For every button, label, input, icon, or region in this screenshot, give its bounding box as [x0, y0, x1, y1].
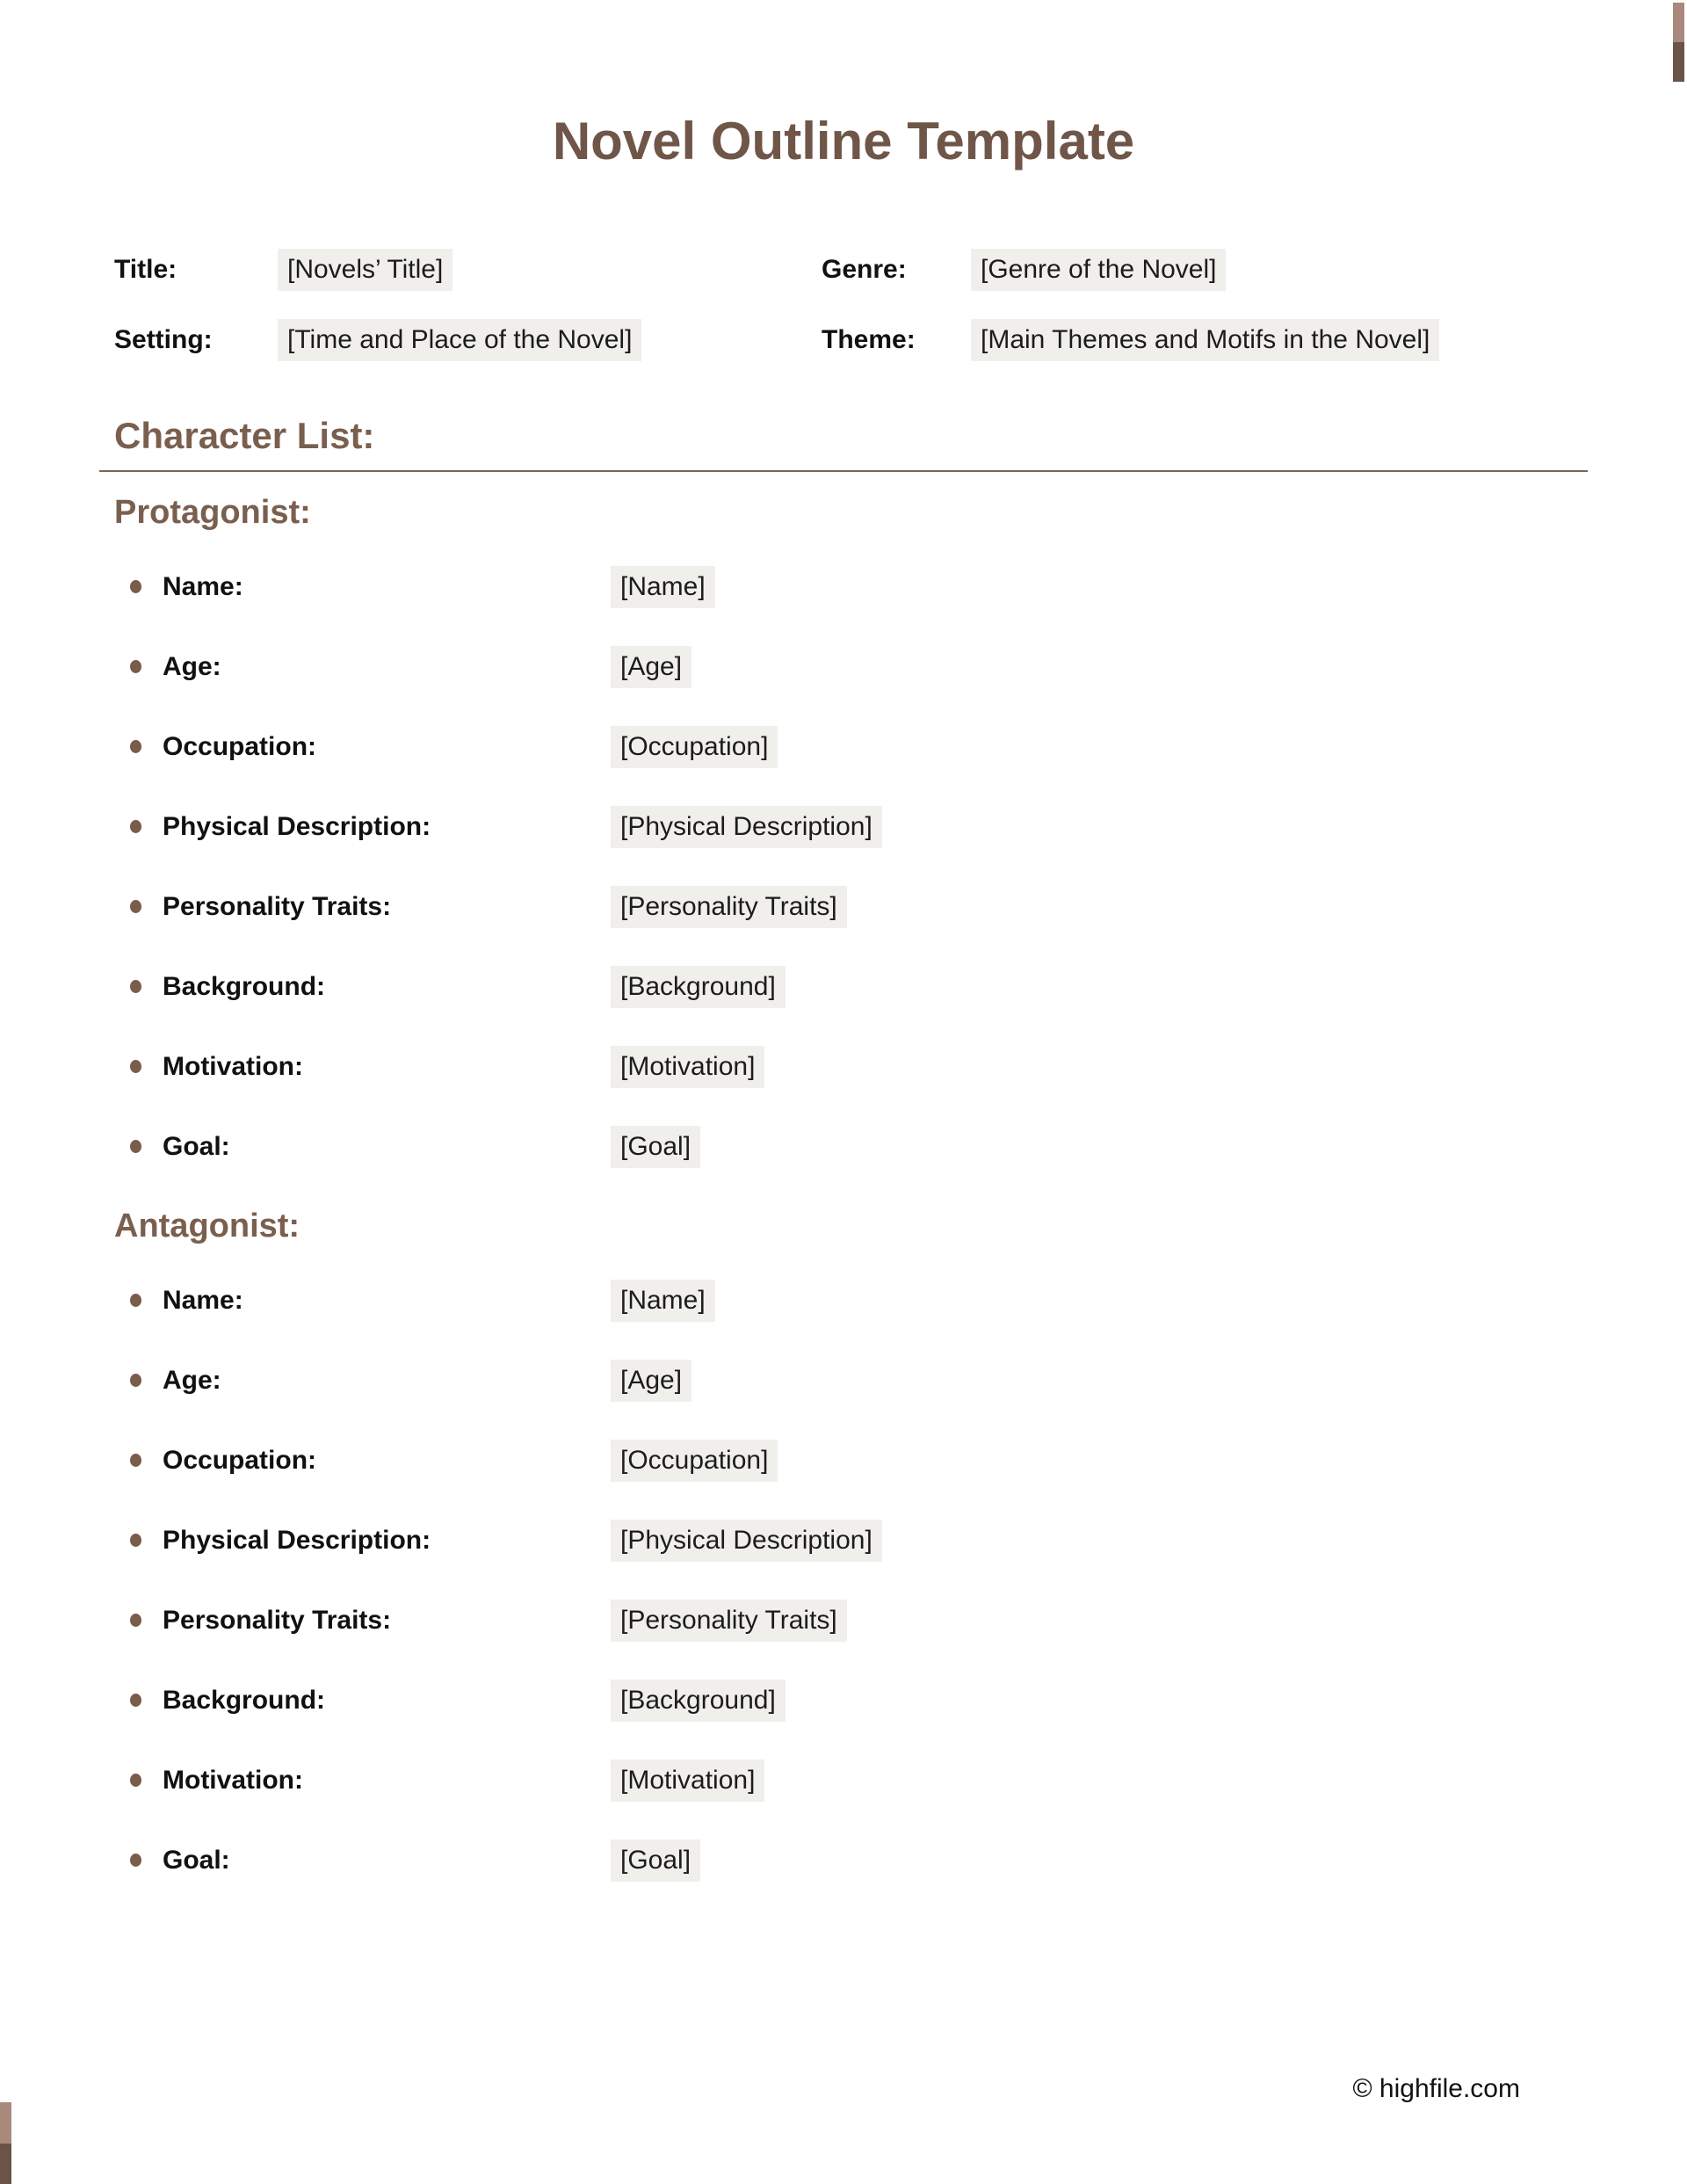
bullet-icon	[130, 1854, 141, 1867]
bullet-icon	[130, 740, 141, 753]
list-item	[114, 707, 1256, 787]
corner-bar-bottom-left	[0, 2102, 11, 2184]
item-placeholder-field[interactable]: [Motivation]	[611, 1046, 764, 1088]
bullet-icon	[130, 1294, 141, 1307]
item-placeholder-field[interactable]: [Age]	[611, 646, 691, 688]
item-label: Physical Description:	[163, 1525, 431, 1555]
bullet-icon	[130, 1774, 141, 1787]
item-label: Goal:	[163, 1845, 230, 1875]
protagonist-list	[114, 547, 1256, 1186]
antagonist-list	[114, 1260, 1256, 1900]
item-placeholder-field[interactable]: [Goal]	[611, 1839, 700, 1882]
item-label: Motivation:	[163, 1051, 303, 1081]
meta-row-setting-theme	[114, 317, 1588, 363]
item-placeholder-field[interactable]: [Occupation]	[611, 726, 778, 768]
item-placeholder-field[interactable]: [Occupation]	[611, 1440, 778, 1482]
bullet-icon	[130, 1140, 141, 1153]
list-item	[114, 867, 1256, 947]
list-item	[114, 1107, 1256, 1186]
bullet-icon	[130, 980, 141, 993]
bullet-icon	[130, 820, 141, 833]
list-item	[114, 1500, 1256, 1580]
list-item	[114, 1660, 1256, 1740]
bullet-icon	[130, 1454, 141, 1467]
item-label: Name:	[163, 1285, 243, 1315]
list-item	[114, 1580, 1256, 1660]
item-label: Personality Traits:	[163, 1605, 392, 1635]
item-placeholder-field[interactable]: [Personality Traits]	[611, 886, 847, 928]
corner-bar-light-segment	[1673, 3, 1684, 42]
item-label: Background:	[163, 971, 326, 1001]
corner-bar-dark-segment	[0, 2144, 11, 2184]
bullet-icon	[130, 1534, 141, 1547]
genre-placeholder-field[interactable]: [Genre of the Novel]	[971, 249, 1226, 291]
item-label: Personality Traits:	[163, 891, 392, 921]
item-label: Occupation:	[163, 731, 317, 761]
list-item	[114, 627, 1256, 707]
bullet-icon	[130, 1060, 141, 1073]
list-item	[114, 1740, 1256, 1820]
copyright-text: © highfile.com	[1352, 2074, 1520, 2103]
item-placeholder-field[interactable]: [Name]	[611, 566, 715, 608]
list-item	[114, 1420, 1256, 1500]
list-item	[114, 1340, 1256, 1420]
list-item	[114, 1027, 1256, 1107]
setting-label: Setting:	[114, 325, 213, 354]
list-item	[114, 947, 1256, 1027]
list-item	[114, 1820, 1256, 1900]
item-label: Physical Description:	[163, 811, 431, 841]
bullet-icon	[130, 580, 141, 593]
item-placeholder-field[interactable]: [Age]	[611, 1360, 691, 1402]
item-placeholder-field[interactable]: [Physical Description]	[611, 806, 882, 848]
item-placeholder-field[interactable]: [Background]	[611, 1680, 786, 1722]
list-item	[114, 547, 1256, 627]
item-label: Age:	[163, 1365, 221, 1395]
item-label: Occupation:	[163, 1445, 317, 1475]
title-label: Title:	[114, 255, 177, 284]
bullet-icon	[130, 1614, 141, 1627]
title-placeholder-field[interactable]: [Novels’ Title]	[278, 249, 453, 291]
page-title: Novel Outline Template	[552, 112, 1135, 171]
item-placeholder-field[interactable]: [Personality Traits]	[611, 1600, 847, 1642]
antagonist-heading: Antagonist:	[114, 1208, 300, 1244]
list-item	[114, 787, 1256, 867]
item-label: Name:	[163, 571, 243, 601]
bullet-icon	[130, 660, 141, 673]
theme-label: Theme:	[822, 325, 916, 354]
item-label: Background:	[163, 1685, 326, 1715]
protagonist-heading: Protagonist:	[114, 494, 311, 531]
item-label: Goal:	[163, 1131, 230, 1161]
item-placeholder-field[interactable]: [Physical Description]	[611, 1520, 882, 1562]
character-list-heading: Character List:	[114, 415, 375, 456]
item-label: Age:	[163, 651, 221, 681]
meta-row-title-genre	[114, 247, 1588, 293]
corner-bar-top-right	[1673, 3, 1684, 82]
bullet-icon	[130, 900, 141, 913]
theme-placeholder-field[interactable]: [Main Themes and Motifs in the Novel]	[971, 319, 1439, 361]
corner-bar-dark-segment	[1673, 42, 1684, 82]
section-divider	[99, 470, 1588, 472]
corner-bar-light-segment	[0, 2102, 11, 2144]
item-label: Motivation:	[163, 1765, 303, 1795]
genre-label: Genre:	[822, 255, 907, 284]
item-placeholder-field[interactable]: [Background]	[611, 966, 786, 1008]
item-placeholder-field[interactable]: [Motivation]	[611, 1760, 764, 1802]
bullet-icon	[130, 1374, 141, 1387]
item-placeholder-field[interactable]: [Goal]	[611, 1126, 700, 1168]
item-placeholder-field[interactable]: [Name]	[611, 1280, 715, 1322]
meta-fields	[114, 247, 1588, 388]
setting-placeholder-field[interactable]: [Time and Place of the Novel]	[278, 319, 641, 361]
bullet-icon	[130, 1694, 141, 1707]
list-item	[114, 1260, 1256, 1340]
